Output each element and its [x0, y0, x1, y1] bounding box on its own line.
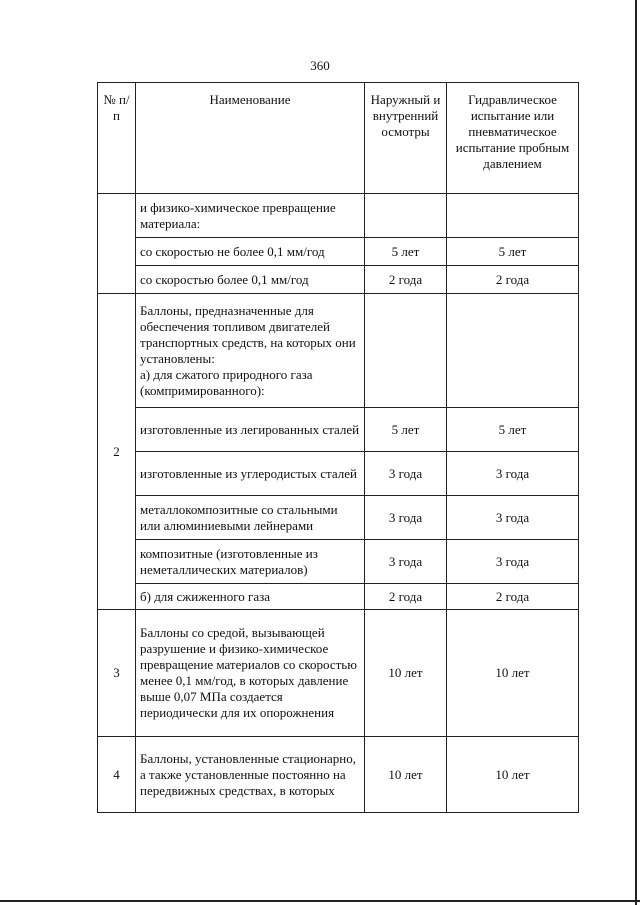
row-name: металлокомпозитные со стальными или алюминиевыми лейнерами [136, 496, 365, 540]
table-row [98, 238, 579, 266]
table-row [98, 584, 579, 610]
row-name: изготовленные из углеродистых сталей [136, 452, 365, 496]
row-name: Баллоны со средой, вызывающей разрушение и физико-химическое превращение материалов со скоростью менее 0,1 мм/год, в которых давление выше 0,07 МПа создается периодически для их опорожнения [136, 610, 365, 737]
page-edge-bottom [0, 900, 640, 902]
row-hydraulic: 3 года [447, 452, 579, 496]
header-num: № п/п [98, 83, 136, 194]
row-hydraulic: 5 лет [447, 238, 579, 266]
row-num: 2 [98, 294, 136, 610]
row-name: Баллоны, предназначенные для обеспечения топливом двигателей транспортных средств, на которых они установлены: а) для сжатого природного газа (компримированного): [136, 294, 365, 408]
row-num: 3 [98, 610, 136, 737]
row-external: 3 года [365, 540, 447, 584]
row-num [98, 194, 136, 294]
page-number: 360 [310, 58, 330, 73]
table-row [98, 408, 579, 452]
row-hydraulic: 3 года [447, 540, 579, 584]
inspection-periods-table [97, 82, 579, 813]
row-external: 10 лет [365, 610, 447, 737]
row-external: 2 года [365, 266, 447, 294]
row-hydraulic [447, 294, 579, 408]
row-hydraulic: 2 года [447, 584, 579, 610]
table-header-row [98, 83, 579, 194]
row-num: 4 [98, 737, 136, 813]
header-external: Наружный и внутренний осмотры [365, 83, 447, 194]
row-hydraulic [447, 194, 579, 238]
row-external [365, 194, 447, 238]
row-external: 5 лет [365, 238, 447, 266]
row-external: 10 лет [365, 737, 447, 813]
row-external: 3 года [365, 452, 447, 496]
table-row [98, 540, 579, 584]
row-hydraulic: 2 года [447, 266, 579, 294]
row-name: Баллоны, установленные стационарно, а также установленные постоянно на передвижных средствах, в которых [136, 737, 365, 813]
row-name: со скоростью не более 0,1 мм/год [136, 238, 365, 266]
row-name: со скоростью более 0,1 мм/год [136, 266, 365, 294]
row-name: б) для сжиженного газа [136, 584, 365, 610]
row-name: композитные (изготовленные из неметаллических материалов) [136, 540, 365, 584]
table-row [98, 496, 579, 540]
row-hydraulic: 3 года [447, 496, 579, 540]
table-row [98, 610, 579, 737]
header-hydraulic: Гидравлическое испытание или пневматическое испытание пробным давлением [447, 83, 579, 194]
table-row [98, 737, 579, 813]
row-external [365, 294, 447, 408]
table-row [98, 194, 579, 238]
row-hydraulic: 10 лет [447, 610, 579, 737]
table-row [98, 294, 579, 408]
table-row [98, 452, 579, 496]
row-name: изготовленные из легированных сталей [136, 408, 365, 452]
row-hydraulic: 10 лет [447, 737, 579, 813]
row-external: 3 года [365, 496, 447, 540]
row-external: 5 лет [365, 408, 447, 452]
header-name: Наименование [136, 83, 365, 194]
row-hydraulic: 5 лет [447, 408, 579, 452]
row-external: 2 года [365, 584, 447, 610]
table-row [98, 266, 579, 294]
row-name: и физико-химическое превращение материала: [136, 194, 365, 238]
page-edge-right [635, 0, 637, 905]
